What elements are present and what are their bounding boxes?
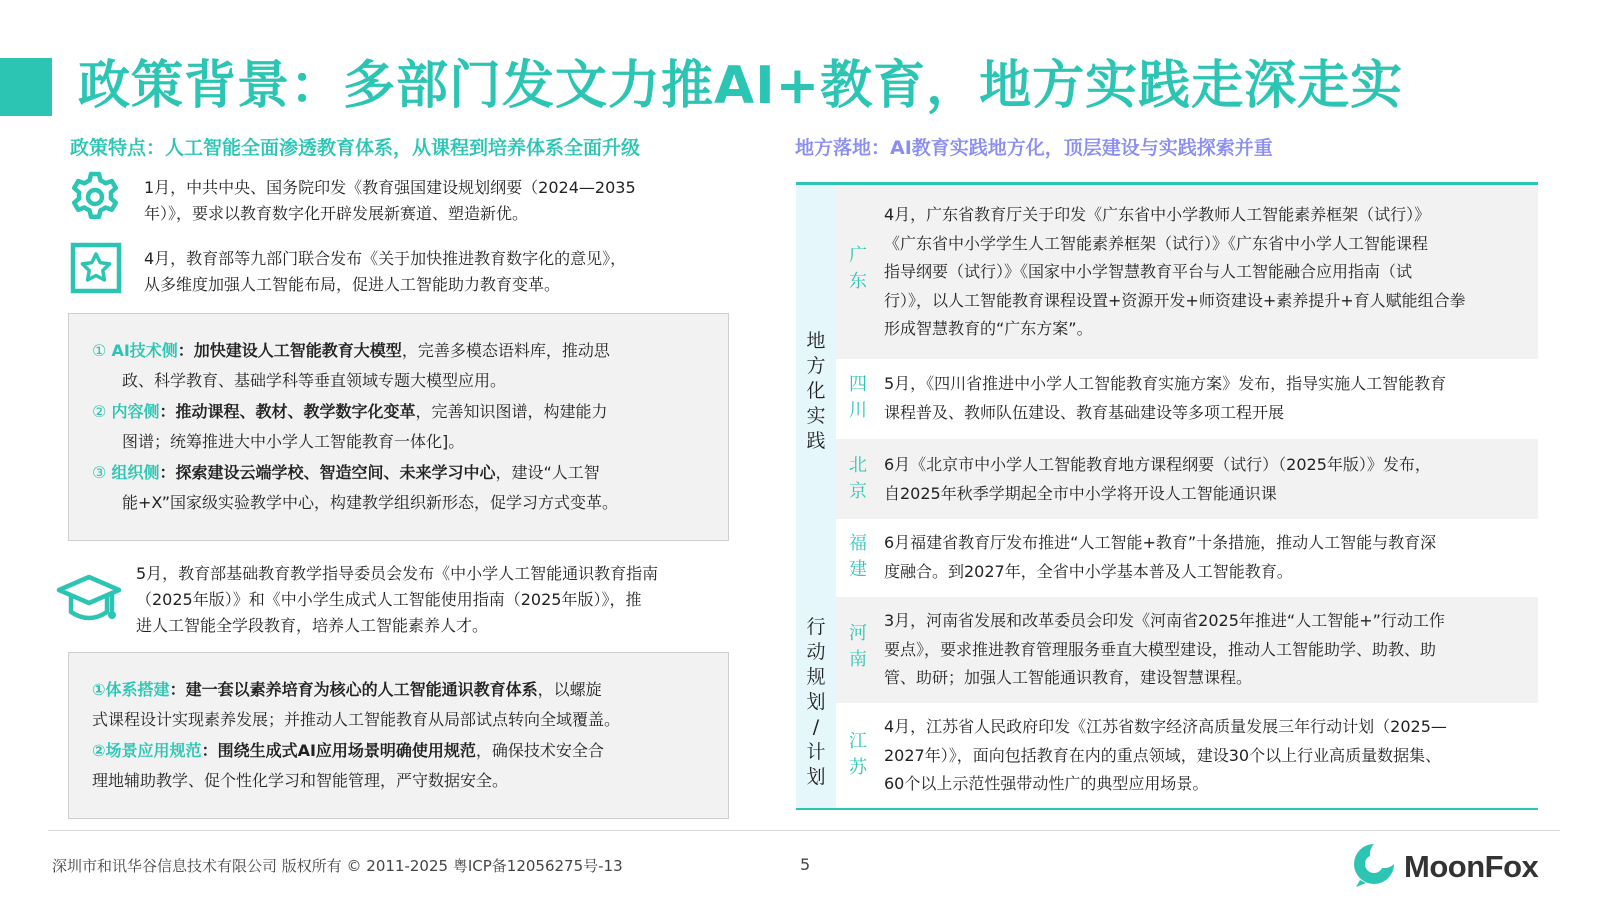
- measure-ai-tech: ① AI技术侧：加快建设人工智能教育大模型，完善多模态语料库，推动思: [92, 341, 610, 360]
- page-number: 5: [800, 855, 811, 874]
- table-row: [836, 597, 1538, 703]
- moonfox-logo-icon: [1352, 842, 1396, 892]
- region-label: 广 东: [849, 245, 867, 292]
- right-subhead: 地方落地：AI教育实践地方化，顶层建设与实践探索并重: [795, 137, 1273, 159]
- row-text: 6月《北京市中小学人工智能教育地方课程纲要（试行）（2025年版）》发布， 自2025年秋季学期起全市中小学将开设人工智能通识课: [884, 455, 1431, 503]
- category-local-practice: 地 方 化 实 践: [796, 185, 836, 597]
- gear-icon: [68, 170, 122, 224]
- row-text: 6月福建省教育厅发布推进“人工智能+教育”十条措施，推动人工智能与教育深 度融合。到2027年，全省中小学基本普及人工智能教育。: [884, 533, 1437, 581]
- guideline-scenario-cont: 理地辅助教学、促个性化学习和智能管理，严守数据安全。: [92, 771, 509, 790]
- moonfox-logo: [1352, 842, 1538, 892]
- guideline-scenario: ②场景应用规范：围绕生成式AI应用场景明确使用规范，确保技术安全合: [92, 741, 604, 760]
- guideline-box: [68, 652, 729, 819]
- left-subhead: 政策特点：人工智能全面渗透教育体系，从课程到培养体系全面升级: [70, 137, 641, 159]
- logo-text: MoonFox: [1404, 849, 1539, 884]
- region-label: 福 建: [849, 533, 867, 580]
- measure-ai-tech-cont: 政、科学教育、基础学科等垂直领域专题大模型应用。: [122, 371, 507, 390]
- region-label: 四 川: [849, 374, 867, 421]
- row-text: 4月，广东省教育厅关于印发《广东省中小学教师人工智能素养框架（试行）》 《广东省中小学学生人工智能素养框架（试行）》《广东省中小学人工智能课程 指导纲要（试行）》《国家中小学智慧教育平台与人工智能融合应用指南（试 行）》，以人工智能教育课程设置+资源开发+师资建设+素养提升+育人赋能组合拳 形成智慧教育的“广东方案”。: [884, 205, 1466, 338]
- policy-item-apr: 4月，教育部等九部门联合发布《关于加快推进教育数字化的意见》， 从多维度加强人工智能布局，促进人工智能助力教育变革。: [144, 249, 627, 294]
- table-row: [836, 439, 1538, 519]
- row-text: 4月，江苏省人民政府印发《江苏省数字经济高质量发展三年行动计划（2025— 2027年）》，面向包括教育在内的重点领域，建设30个以上行业高质量数据集、 60个以上示范性强带动性广的典型应用场景。: [884, 717, 1447, 793]
- policy-item-may: 5月，教育部基础教育教学指导委员会发布《中小学人工智能通识教育指南 （2025年版）》和《中小学生成式人工智能使用指南（2025年版）》，推 进人工智能全学段教育，培养人工智能素养人才。: [136, 564, 659, 635]
- table-row: [836, 703, 1538, 808]
- category-action-plan: 行 动 规 划 / 计 划: [796, 597, 836, 808]
- title-accent-bar: [0, 58, 52, 116]
- guideline-system: ①体系搭建：建一套以素养培育为核心的人工智能通识教育体系，以螺旋: [92, 680, 602, 699]
- row-text: 3月，河南省发展和改革委员会印发《河南省2025年推进“人工智能+”行动工作 要点》，要求推进教育管理服务垂直大模型建设，推动人工智能助学、助教、助 管、助研；加强人工智能通识教育，建设智慧课程。: [884, 611, 1445, 687]
- ai-measures-box: [68, 313, 729, 541]
- region-label: 江 苏: [849, 731, 867, 778]
- row-text: 5月，《四川省推进中小学人工智能教育实施方案》发布，指导实施人工智能教育 课程普及、教师队伍建设、教育基础建设等多项工程开展: [884, 374, 1447, 422]
- graduation-cap-icon: [56, 570, 122, 630]
- local-practice-table: [796, 182, 1538, 810]
- measure-content-cont: 图谱；统筹推进大中小学人工智能教育一体化]。: [122, 432, 465, 451]
- table-row: [836, 519, 1538, 597]
- measure-content: ② 内容侧：推动课程、教材、教学数字化变革，完善知识图谱，构建能力: [92, 402, 608, 421]
- copyright-text: 深圳市和讯华谷信息技术有限公司 版权所有 © 2011-2025 粤ICP备12056275号-13: [52, 857, 623, 875]
- table-row: [836, 359, 1538, 439]
- star-frame-icon: [70, 242, 122, 294]
- region-label: 北 京: [849, 455, 867, 502]
- guideline-system-cont: 式课程设计实现素养发展；并推动人工智能教育从局部试点转向全域覆盖。: [92, 710, 621, 729]
- region-label: 河 南: [849, 623, 867, 670]
- policy-item-jan: 1月，中共中央、国务院印发《教育强国建设规划纲要（2024—2035 年）》，要求以教育数字化开辟发展新赛道、塑造新优。: [144, 178, 636, 223]
- measure-organization-cont: 能+X”国家级实验教学中心，构建教学组织新形态，促学习方式变革。: [122, 493, 619, 512]
- table-row: [836, 185, 1538, 359]
- footer-divider: [48, 830, 1560, 831]
- measure-organization: ③ 组织侧：探索建设云端学校、智造空间、未来学习中心，建设“人工智: [92, 463, 600, 482]
- page-title: 政策背景：多部门发文力推AI+教育，地方实践走深走实: [78, 56, 1404, 116]
